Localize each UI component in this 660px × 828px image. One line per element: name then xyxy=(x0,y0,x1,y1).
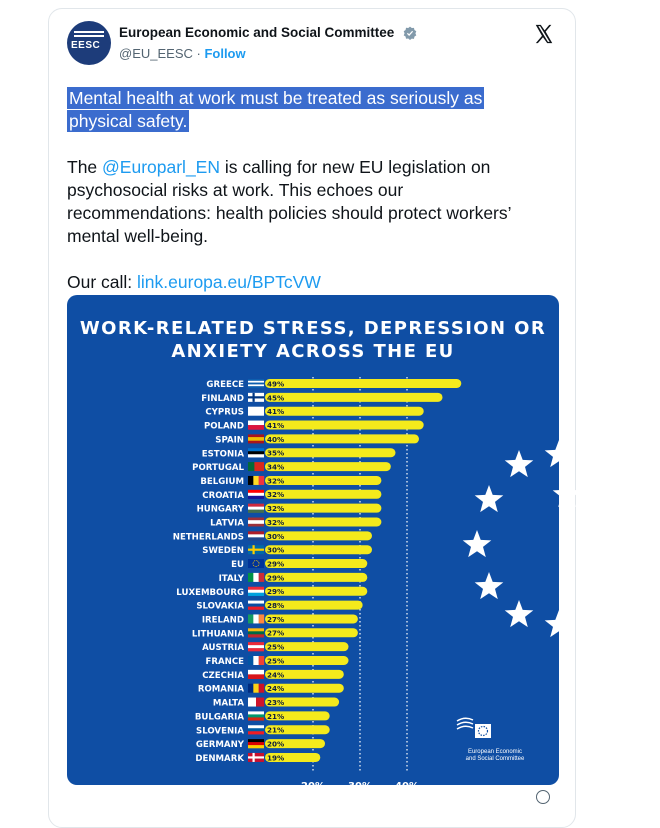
country-label-sweden: SWEDEN xyxy=(202,546,244,557)
value-label-spain: 40% xyxy=(267,434,285,444)
flag-icon-poland xyxy=(248,421,264,430)
highlighted-text xyxy=(67,87,547,133)
value-label-estonia: 35% xyxy=(267,448,285,458)
value-label-cyprus: 41% xyxy=(267,407,285,417)
bar-greece xyxy=(265,379,461,388)
value-label-croatia: 32% xyxy=(267,490,285,500)
country-label-france: FRANCE xyxy=(205,657,244,667)
highlighted-line-2: physical safety. xyxy=(69,111,188,131)
paragraph-body: is calling for new EU legislation on psychosocial risks at work. This echoes our recommendations: health policies should protect workers’ mental well-being. xyxy=(67,157,511,246)
country-label-poland: POLAND xyxy=(203,421,244,432)
country-label-denmark: DENMARK xyxy=(195,753,244,764)
eesc-logo xyxy=(455,715,535,763)
value-label-bulgaria: 21% xyxy=(267,711,285,721)
avatar-stripe-mid xyxy=(74,35,104,37)
value-label-luxembourg: 29% xyxy=(267,587,285,597)
value-label-malta: 23% xyxy=(267,697,285,707)
tweet-media-chart[interactable] xyxy=(67,295,559,792)
chart-svg xyxy=(67,295,559,792)
avatar-text: EESC xyxy=(71,40,101,51)
country-label-hungary: HUNGARY xyxy=(196,504,244,515)
eu-star-7 xyxy=(545,610,574,637)
bar-cyprus xyxy=(265,407,424,416)
flag-icon-netherlands xyxy=(248,531,264,540)
country-label-luxembourg: LUXEMBOURG xyxy=(176,587,244,598)
flag-icon-cyprus xyxy=(248,407,264,416)
country-label-czechia: CZECHIA xyxy=(202,670,244,681)
flag-icon-bulgaria xyxy=(248,711,264,720)
value-label-denmark: 19% xyxy=(267,753,285,763)
flag-icon-malta xyxy=(248,698,264,707)
x-logo-icon[interactable] xyxy=(533,23,555,45)
highlighted-line-1: Mental health at work must be treated as seriously as xyxy=(69,88,483,108)
author-name[interactable]: European Economic and Social Committee xyxy=(119,25,395,40)
flag-icon-germany xyxy=(248,739,264,748)
tweet-header xyxy=(67,21,559,67)
flag-icon-estonia xyxy=(248,448,264,457)
flag-icon-greece xyxy=(248,379,264,388)
handle-separator: · xyxy=(192,46,205,61)
chart-title xyxy=(67,317,559,363)
country-label-germany: GERMANY xyxy=(195,740,244,751)
flag-icon-luxembourg xyxy=(248,587,264,596)
flag-icon-finland xyxy=(248,393,264,402)
value-label-hungary: 32% xyxy=(267,504,285,514)
country-label-bulgaria: BULGARIA xyxy=(194,712,244,723)
tweet-paragraph xyxy=(67,156,547,248)
flag-icon-belgium xyxy=(248,476,264,485)
country-label-belgium: BELGIUM xyxy=(200,476,244,487)
country-label-spain: SPAIN xyxy=(215,435,244,446)
handle-row xyxy=(119,46,246,61)
value-label-france: 25% xyxy=(267,656,285,666)
flag-icon-ireland xyxy=(248,614,264,623)
flag-icon-spain xyxy=(248,434,264,443)
value-label-slovenia: 21% xyxy=(267,725,285,735)
value-label-germany: 20% xyxy=(267,739,285,749)
tweet-text xyxy=(67,87,547,294)
country-label-austria: AUSTRIA xyxy=(202,643,244,654)
country-label-estonia: ESTONIA xyxy=(201,449,244,460)
flag-icon-latvia xyxy=(248,518,264,527)
country-label-malta: MALTA xyxy=(212,698,244,709)
country-label-greece: GREECE xyxy=(206,380,244,390)
chart-title-line-2: ANXIETY ACROSS THE EU xyxy=(171,341,455,362)
flag-icon-hungary xyxy=(248,504,264,513)
follow-button[interactable]: Follow xyxy=(204,46,246,61)
country-label-italy: ITALY xyxy=(218,573,244,584)
flag-icon-portugal xyxy=(248,462,264,471)
eesc-logo-text-line-1: European Economic xyxy=(467,749,523,755)
flag-icon-sweden xyxy=(248,545,264,554)
country-label-ireland: IRELAND xyxy=(201,615,244,626)
eu-star-6 xyxy=(505,600,534,627)
value-label-greece: 49% xyxy=(267,379,285,389)
value-label-netherlands: 30% xyxy=(267,531,285,541)
bar-spain xyxy=(265,434,419,443)
bar-finland xyxy=(265,393,443,402)
value-label-romania: 24% xyxy=(267,684,285,694)
eesc-logo-mark-icon xyxy=(455,715,493,741)
country-label-slovenia: SLOVENIA xyxy=(196,726,244,737)
country-label-latvia: LATVIA xyxy=(210,518,244,529)
flag-icon-italy xyxy=(248,573,264,582)
value-label-belgium: 32% xyxy=(267,476,285,486)
country-label-portugal: PORTUGAL xyxy=(192,463,244,474)
avatar[interactable] xyxy=(67,21,111,65)
eu-star-8 xyxy=(553,480,582,507)
mention-link[interactable]: @Europarl_EN xyxy=(102,157,220,177)
country-label-slovakia: SLOVAKIA xyxy=(196,601,244,612)
call-label: Our call: xyxy=(67,272,138,292)
eu-star-2 xyxy=(545,440,574,467)
eu-star-5 xyxy=(475,572,504,599)
flag-icon-romania xyxy=(248,684,264,693)
flag-icon-slovakia xyxy=(248,601,264,610)
chart-title-line-1: WORK-RELATED STRESS, DEPRESSION OR xyxy=(79,318,547,339)
value-label-italy: 29% xyxy=(267,573,285,583)
value-label-portugal: 34% xyxy=(267,462,285,472)
value-label-lithuania: 27% xyxy=(267,628,285,638)
flag-icon-austria xyxy=(248,642,264,651)
country-label-finland: FINLAND xyxy=(201,393,244,404)
eu-star-1 xyxy=(505,450,534,477)
eesc-logo-text xyxy=(455,749,535,763)
value-label-slovakia: 28% xyxy=(267,601,285,610)
country-label-romania: ROMANIA xyxy=(197,684,244,695)
bar-estonia xyxy=(265,448,396,457)
x-tick-label: 40% xyxy=(395,780,419,792)
flag-icon-slovenia xyxy=(248,725,264,734)
eesc-logo-text-line-2: and Social Committee xyxy=(465,756,525,762)
author-handle[interactable]: @EU_EESC xyxy=(119,46,193,61)
call-line xyxy=(67,271,547,294)
value-label-ireland: 27% xyxy=(267,614,285,624)
flag-icon-croatia xyxy=(248,490,264,499)
country-label-netherlands: NETHERLANDS xyxy=(172,532,244,543)
value-label-austria: 25% xyxy=(267,642,285,652)
x-tick-label: 30% xyxy=(348,780,372,792)
value-label-eu: 29% xyxy=(267,559,285,569)
country-label-cyprus: CYPRUS xyxy=(205,407,244,418)
paragraph-prefix: The xyxy=(67,157,103,177)
country-label-eu: EU xyxy=(231,560,244,571)
value-label-finland: 45% xyxy=(267,393,285,403)
tweet-card xyxy=(48,8,576,828)
x-tick-label: 20% xyxy=(301,780,325,792)
value-label-poland: 41% xyxy=(267,420,285,430)
value-label-sweden: 30% xyxy=(267,545,285,555)
flag-icon-france xyxy=(248,656,264,665)
flag-icon-denmark xyxy=(248,753,264,762)
country-label-lithuania: LITHUANIA xyxy=(191,629,244,640)
flag-icon-eu xyxy=(248,559,264,568)
bar-poland xyxy=(265,421,424,430)
value-label-latvia: 32% xyxy=(267,517,285,527)
more-options-icon[interactable] xyxy=(536,790,550,804)
flag-icon-czechia xyxy=(248,670,264,679)
eu-star-3 xyxy=(475,485,504,512)
verified-badge-icon xyxy=(403,26,417,40)
eu-star-4 xyxy=(463,530,492,557)
flag-icon-lithuania xyxy=(248,628,264,637)
country-label-croatia: CROATIA xyxy=(202,490,244,501)
call-link[interactable]: link.europa.eu/BPTcVW xyxy=(137,272,321,292)
value-label-czechia: 24% xyxy=(267,670,285,680)
avatar-stripe-top xyxy=(74,31,104,33)
